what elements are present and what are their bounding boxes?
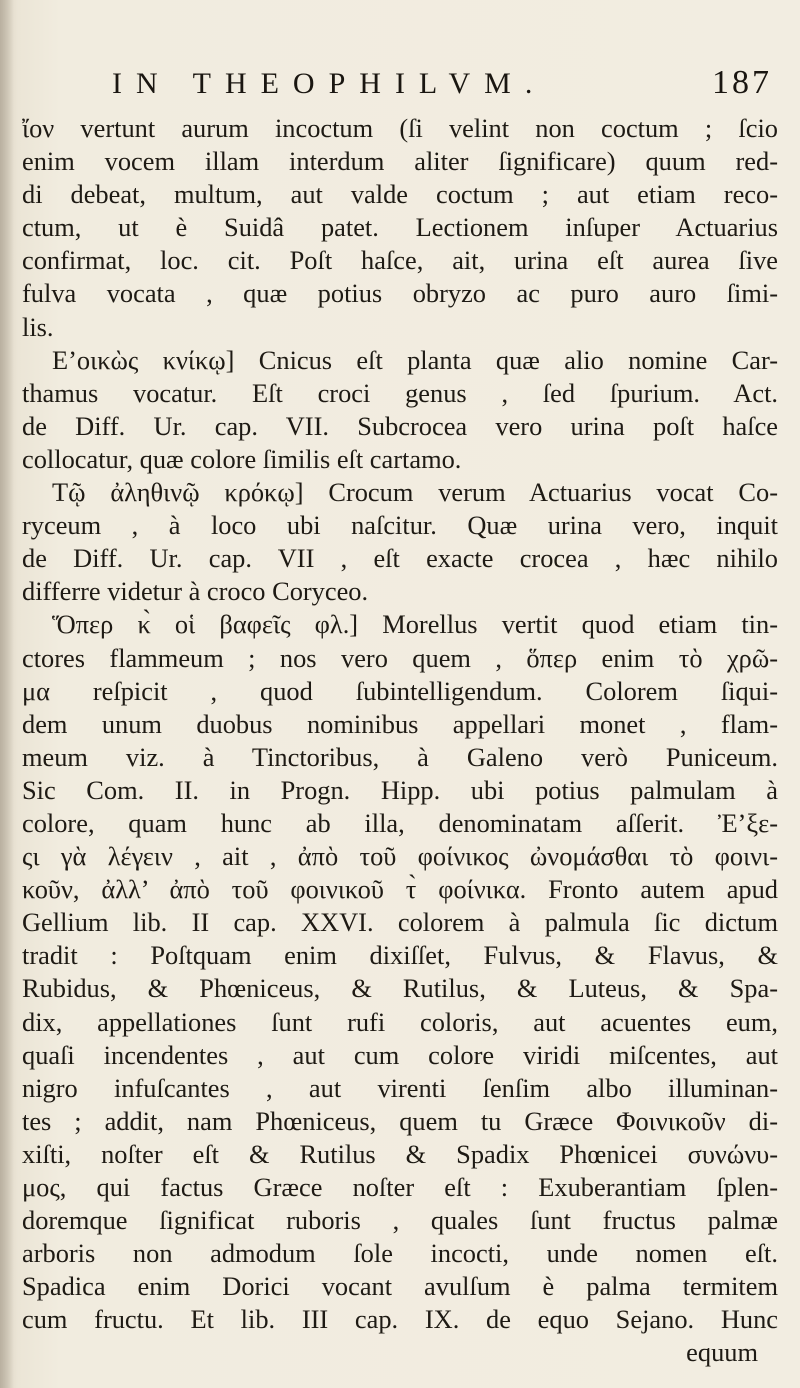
page-number: 187 <box>712 64 772 101</box>
text-line: de Diff. Ur. cap. VII. Subcrocea vero urina poſt haſce <box>22 410 778 441</box>
text-line: ctum, ut è Suidâ patet. Lectionem inſuper Actuarius <box>22 212 778 243</box>
text-line: κοῦν, ἀλλ’ ἀπὸ τοῦ φοινικοῦ τ̀ φοίνικα. Fronto autem apud <box>22 874 778 905</box>
catchword: equum <box>686 1337 758 1368</box>
text-line: fulva vocata , quæ potius obryzo ac puro auro ſimi- <box>22 278 778 309</box>
text-line: Sic Com. II. in Progn. Hipp. ubi potius palmulam à <box>22 774 778 805</box>
text-line: meum viz. à Tinctoribus, à Galeno verò Puniceum. <box>22 741 778 772</box>
text-line: Ὅπερ κ̀ οἱ βαφεῖς φλ.] Morellus vertit quod etiam tin- <box>52 609 778 640</box>
text-line: μος, qui factus Græce noſter eſt : Exuberantiam ſplen- <box>22 1172 778 1202</box>
text-line: dem unum duobus nominibus appellari monet , flam- <box>22 708 778 739</box>
text-line: E’οικὼς κνίκῳ] Cnicus eſt planta quæ alio nomine Car- <box>52 344 778 375</box>
running-head-title: IN THEOPHILVM. <box>112 67 547 100</box>
text-line: thamus vocatur. Eſt croci genus , ſed ſpurium. Act. <box>22 377 778 408</box>
body-text <box>22 112 778 1370</box>
text-line: doremque ſignificat ruboris , quales ſunt fructus palmæ <box>22 1205 778 1236</box>
text-line: xiſti, noſter eſt & Rutilus & Spadix Phœnicei συνώνυ- <box>22 1138 778 1169</box>
text-line: de Diff. Ur. cap. VII , eſt exacte crocea , hæc nihilo <box>22 543 778 574</box>
text-line: di debeat, multum, aut valde coctum ; aut etiam reco- <box>22 179 778 210</box>
running-header <box>112 64 772 108</box>
text-line: Spadica enim Dorici vocant avulſum è palma termitem <box>22 1271 778 1302</box>
binding-shadow <box>0 0 14 1388</box>
text-line: lis. <box>22 311 54 342</box>
text-line: nigro infuſcantes , aut virenti ſenſim albo illuminan- <box>22 1072 778 1103</box>
text-line: μα reſpicit , quod ſubintelligendum. Colorem ſiqui- <box>22 675 778 706</box>
text-line: tes ; addit, nam Phœniceus, quem tu Græce Φοινικοῦν di- <box>22 1105 778 1136</box>
text-line: enim vocem illam interdum aliter ſignificare) quum red- <box>22 146 778 177</box>
text-line: differre videtur à croco Coryceo. <box>22 576 369 607</box>
text-line: dix, appellationes ſunt rufi coloris, aut acuentes eum, <box>22 1006 778 1037</box>
text-line: collocatur, quæ colore ſimilis eſt cartamo. <box>22 443 462 474</box>
text-line: colore, quam hunc ab illa, denominatam aſſerit. Ἐ’ξε- <box>22 807 778 838</box>
text-line: Gellium lib. II cap. XXVI. colorem à palmula ſic dictum <box>22 907 778 938</box>
text-line: ςι γὰ λέγειν , ait , ἀπὸ τοῦ φοίνικος ὠνομάσθαι τὸ φοινι- <box>22 841 778 872</box>
text-line: tradit : Poſtquam enim dixiſſet, Fulvus, & Flavus, & <box>22 940 778 971</box>
text-line: ctores flammeum ; nos vero quem , ὅπερ enim τὸ χρῶ- <box>22 642 778 673</box>
text-line: cum fructu. Et lib. III cap. IX. de equo Sejano. Hunc <box>22 1304 778 1335</box>
text-line: arboris non admodum ſole incocti, unde nomen eſt. <box>22 1238 778 1269</box>
text-line: quaſi incendentes , aut cum colore viridi miſcentes, aut <box>22 1039 778 1070</box>
text-line: ἴον vertunt aurum incoctum (ſi velint non coctum ; ſcio <box>22 113 778 143</box>
text-line: ryceum , à loco ubi naſcitur. Quæ urina vero, inquit <box>22 510 778 541</box>
text-line: Τῷ ἀληθινῷ κρόκῳ] Crocum verum Actuarius vocat Co- <box>52 477 778 508</box>
text-line: Rubidus, & Phœniceus, & Rutilus, & Luteus, & Spa- <box>22 973 778 1004</box>
text-line: confirmat, loc. cit. Poſt haſce, ait, urina eſt aurea ſive <box>22 245 778 276</box>
